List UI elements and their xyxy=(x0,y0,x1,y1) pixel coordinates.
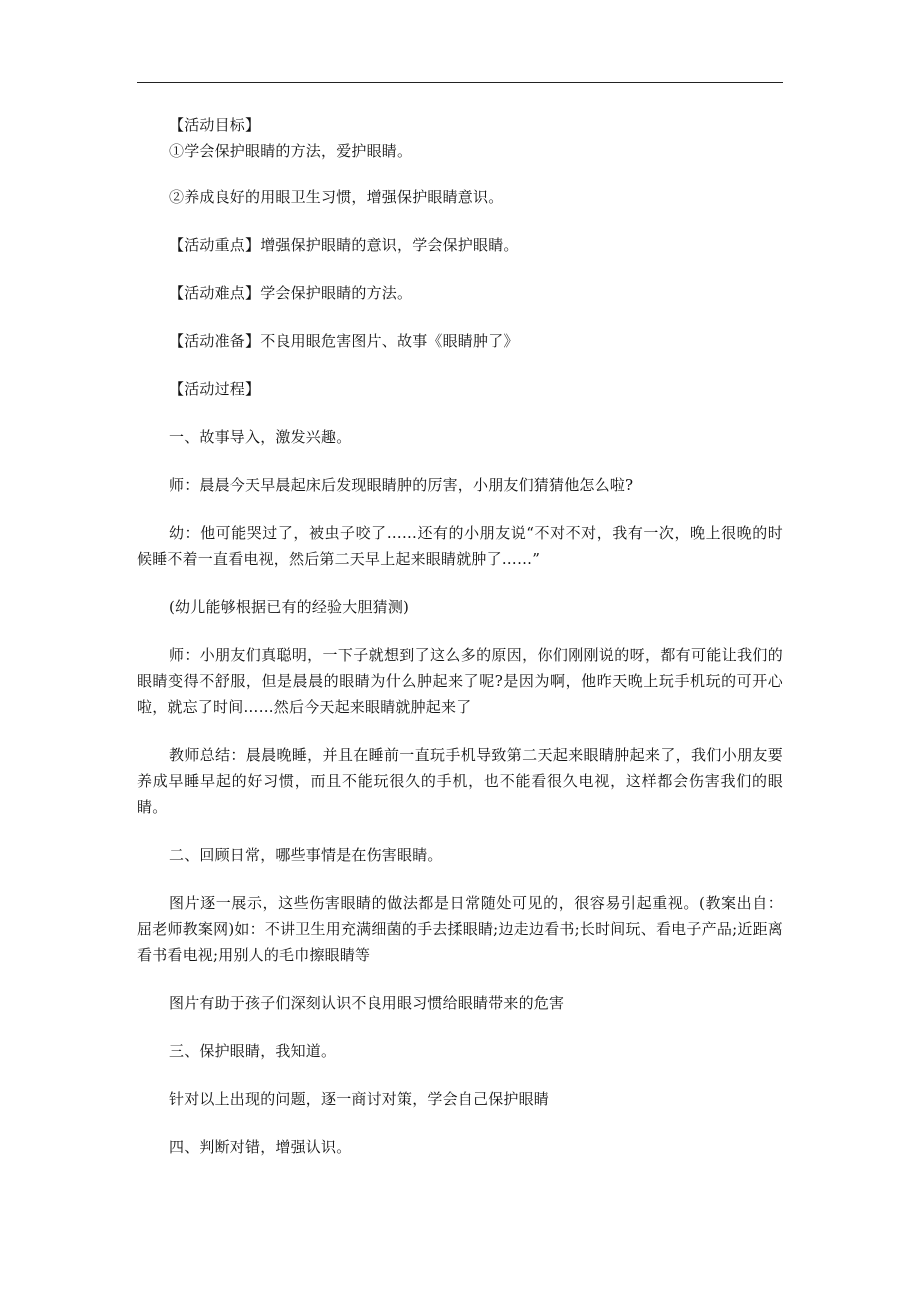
section-heading-goals: 【活动目标】 xyxy=(169,116,261,134)
step-1-heading: 一、故事导入，激发兴趣。 xyxy=(169,428,352,446)
step-3-heading: 三、保护眼睛，我知道。 xyxy=(169,1042,337,1060)
discussion-countermeasures: 针对以上出现的问题，逐一商讨对策，学会自己保护眼睛 xyxy=(169,1090,550,1108)
section-heading-process: 【活动过程】 xyxy=(169,380,261,398)
header-rule xyxy=(137,82,783,83)
step-2-heading: 二、回顾日常，哪些事情是在伤害眼睛。 xyxy=(169,846,443,864)
teacher-summary: 教师总结：晨晨晚睡，并且在睡前一直玩手机导致第二天起来眼睛肿起来了，我们小朋友要养成早睡早起的好习惯，而且不能玩很久的手机，也不能看很久电视，这样都会伤害我们的眼睛。 xyxy=(137,746,783,816)
document-body xyxy=(137,112,783,1182)
goal-item-1: ①学会保护眼睛的方法，爱护眼睛。 xyxy=(169,142,413,160)
goal-item-2: ②养成良好的用眼卫生习惯，增强保护眼睛意识。 xyxy=(169,188,504,206)
teacher-response: 师：小朋友们真聪明，一下子就想到了这么多的原因，你们刚刚说的呀，都有可能让我们的眼睛变得不舒服，但是晨晨的眼睛为什么肿起来了呢?是因为啊，他昨天晚上玩手机玩的可开心啦，就忘了时间……然后今天起来眼睛就肿起来了 xyxy=(137,646,783,716)
teacher-question: 师：晨晨今天早晨起床后发现眼睛肿的厉害，小朋友们猜猜他怎么啦? xyxy=(169,476,634,494)
section-preparation: 【活动准备】不良用眼危害图片、故事《眼睛肿了》 xyxy=(169,332,519,350)
child-answer: 幼：他可能哭过了，被虫子咬了……还有的小朋友说“不对不对，我有一次，晚上很晚的时候睡不着一直看电视，然后第二天早上起来眼睛就肿了……” xyxy=(137,524,783,568)
picture-benefit: 图片有助于孩子们深刻认识不良用眼习惯给眼睛带来的危害 xyxy=(169,994,565,1012)
section-difficulties: 【活动难点】学会保护眼睛的方法。 xyxy=(169,284,413,302)
section-key-points: 【活动重点】增强保护眼睛的意识，学会保护眼睛。 xyxy=(169,236,519,254)
step-4-heading: 四、判断对错，增强认识。 xyxy=(169,1138,352,1156)
note-guessing: (幼儿能够根据已有的经验大胆猜测) xyxy=(169,598,410,616)
picture-display: 图片逐一展示，这些伤害眼睛的做法都是日常随处可见的，很容易引起重视。(教案出自：屈老师教案网)如：不讲卫生用充满细菌的手去揉眼睛;边走边看书;长时间玩、看电子产品;近距离看书看电视;用别人的毛巾擦眼睛等 xyxy=(137,894,783,964)
